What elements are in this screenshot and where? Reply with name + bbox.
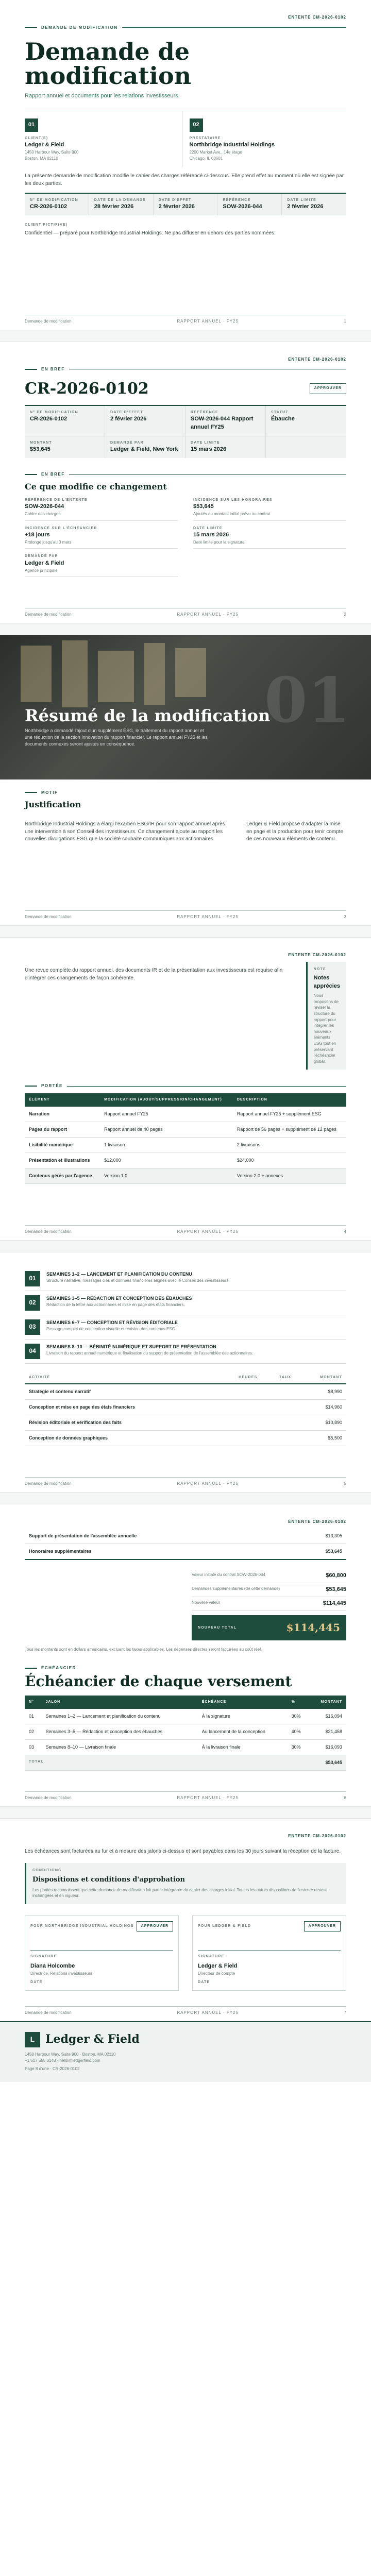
page-footer: Demande de modification RAPPORT ANNUEL · FY25 4 — [25, 1225, 346, 1240]
vendor-signature-block: POUR LEDGER & FIELD APPROUVER SIGNATURE Ledger & Field Directeur de compte DATE — [192, 1916, 346, 1991]
hero-text: Northbridge a demandé l'ajout d'un supplément ESG, le traitement du rapport annuel et une réduction de la section Innovation du rapport financier. Le rapport annuel FY25 et les documents connexes seront ajustés en conséquence. — [25, 728, 208, 747]
list-item: 02 SEMAINES 3–5 — RÉDACTION ET CONCEPTION DES ÉBAUCHES Rédaction de la lettre aux actionnaires et mise en page des états financiers. — [25, 1291, 346, 1315]
currency-note: Tous les montants sont en dollars américains, excluant les taxes applicables. Les dépenses directes seront facturées au coût réel. — [25, 1647, 262, 1652]
vendor-approve-button[interactable]: APPROUVER — [304, 1921, 341, 1931]
document-footer: L Ledger & Field 1450 Harbour Way, Suite 900 · Boston, MA 02110 +1 617 555 0148 · hello@ledgerfield.com Page 8 d'une · CR-2026-0102 — [0, 2021, 371, 2082]
scope-table: ÉLÉMENT MODIFICATION (AJOUT/SUPPRESSION/CHANGEMENT) DESCRIPTION Narration Rapport annuel FY25 Rapport annuel FY25 + supplément ESG Pages du rapport Rapport annuel de 40 pages Rapport de 56 pages + supplément de 12 pages Lisibilité numérique 1 livraison 2 livraisons Présentation et illustrations $12,000 $24,000 Contenus gérés par l'agence Version 1.0 Version 2.0 + annexes — [25, 1093, 346, 1184]
brand-logo: L — [25, 2032, 40, 2047]
brand-name: Ledger & Field — [45, 2032, 140, 2046]
vendor-number: 02 — [190, 118, 203, 132]
payment-terms-lead: Les échéances sont facturées au fur et à mesure des jalons ci-dessus et sont payables dans les 30 jours suivant la réception de la facture. — [25, 1849, 341, 1855]
page-footer: Demande de modification RAPPORT ANNUEL · FY25 2 — [25, 608, 346, 623]
meta-grid — [25, 193, 346, 215]
section-title: Ce que modifie ce changement — [25, 481, 167, 492]
payment-table: N° JALON ÉCHÉANCE % MONTANT 01 Semaines 1–2 — Lancement et planification du contenu À la signature 30% $16,094 02 Semaines 3–5 — Rédaction et conception des ébauches Au lancement de la conception 40% $21,458 03 Semaines 8–10 — Livraison finale À la livraison finale 30% $16,093 TOTAL $53,645 — [25, 1696, 346, 1771]
table-row: Révision éditoriale et vérification des faits $10,890 — [25, 1415, 346, 1431]
confidential-note: Confidentiel — préparé pour Northbridge Industrial Holdings. Ne pas diffuser en dehors des parties nommées. — [25, 230, 276, 236]
client-name: Ledger & Field — [25, 142, 64, 148]
table-row: Conception et mise en page des états financiers $14,960 — [25, 1400, 346, 1415]
vendor-party: 02 PRESTATAIRE Northbridge Industrial Holdings 2200 Market Ave., 14e étage Chicago, IL 60601 — [182, 111, 347, 167]
page2-eyebrow: EN BREF — [25, 366, 346, 372]
client-party: 01 CLIENT(E) Ledger & Field 1450 Harbour Way, Suite 900 Boston, MA 02110 — [25, 111, 182, 167]
meta-cell: DATE D'EFFET 2 février 2026 — [154, 194, 218, 215]
list-item: 01 SEMAINES 1–2 — LANCEMENT ET PLANIFICATION DU CONTENU Structure narrative, messages clés et données financières alignés avec le Conseil des investisseurs. — [25, 1267, 346, 1291]
grand-total: NOUVEAU TOTAL $114,445 — [192, 1615, 346, 1640]
table-row: Stratégie et contenu narratif $8,990 — [25, 1384, 346, 1400]
approve-button[interactable]: APPROUVER — [310, 383, 346, 394]
signature-line[interactable] — [198, 1935, 341, 1951]
hero-title: Résumé de la modification — [25, 705, 271, 725]
summary-grid: N° DE MODIFICATION CR-2026-0102 DATE D'EFFET 2 février 2026 RÉFÉRENCE SOW-2026-044 Rapport annuel FY25 STATUT Ébauche MONTANT $53,645 DEMANDÉ PAR Ledger & Field, New York DATE LIMITE 15 mars 2026 — [25, 405, 346, 458]
signature-line[interactable] — [30, 1935, 173, 1951]
page-3: 01 Résumé de la modification Northbridge a demandé l'ajout d'un supplément ESG, le traitement du rapport annuel et une réduction de la section Innovation du rapport financier. Le rapport annuel FY25 et les documents connexes seront ajustés en conséquence. MOTIF Justification Northbridge Industrial Holdings a élargi l'examen ESG/IR pour son rapport annuel après une intervention à son Conseil des investisseurs. Ce changement ajoute au rapport les nouvelles divulgations ESG que la société souhaite communiquer aux actionnaires. Ledger & Field propose d'adapter la mise en page et la production pour tenir compte de ces nouveaux éléments de contenu. Demande de modification RAPPORT ANNUEL · FY25 3 — [0, 635, 371, 925]
table-row: Honoraires supplémentaires $53,645 — [25, 1544, 346, 1560]
kv-item: INCIDENCE SUR LES HONORAIRES $53,645 Ajoutés au montant initial prévu au contrat — [193, 498, 346, 521]
list-item: 03 SEMAINES 6–7 — CONCEPTION ET RÉVISION ÉDITORIALE Passage complet de conception visuelle et révision des contenus ESG. — [25, 1315, 346, 1340]
schedule-title: Échéancier de chaque versement — [25, 1673, 292, 1690]
page-1 — [0, 0, 371, 330]
meta-cell: RÉFÉRENCE SOW-2026-044 — [217, 194, 282, 215]
page-footer: Demande de modification RAPPORT ANNUEL · FY25 5 — [25, 1477, 346, 1492]
change-code: CR-2026-0102 — [25, 379, 149, 398]
table-row: 02 Semaines 3–5 — Rédaction et conception des ébauches Au lancement de la conception 40% $21,458 — [25, 1724, 346, 1740]
justification-p2: Ledger & Field propose d'adapter la mise en page et la production pour tenir compte de ces nouveaux éléments de contenu. — [246, 821, 344, 842]
hero-image — [0, 635, 371, 779]
table-row: 01 Semaines 1–2 — Lancement et planification du contenu À la signature 30% $16,094 — [25, 1709, 346, 1724]
kv-item: DEMANDÉ PAR Ledger & Field Agence principale — [25, 554, 178, 577]
hero-number: 01 — [264, 664, 350, 737]
page-footer: Demande de modification RAPPORT ANNUEL · FY25 1 — [25, 315, 346, 330]
meta-cell: N° DE MODIFICATION CR-2026-0102 — [25, 194, 89, 215]
kv-item: RÉFÉRENCE DE L'ENTENTE SOW-2026-044 Cahier des charges — [25, 498, 178, 521]
parties — [25, 111, 346, 167]
document-subtitle: Rapport annuel et documents pour les relations investisseurs — [25, 93, 178, 99]
table-row: Présentation et illustrations $12,000 $24,000 — [25, 1153, 346, 1168]
notes-callout: NOTE Notes apprécies Nous proposons de réviser la structure du rapport pour intégrer les nouveaux éléments ESG tout en préservant l'échéancier global. — [306, 962, 346, 1070]
kv-item: INCIDENCE SUR L'ÉCHÉANCIER +18 jours Prolongé jusqu'au 3 mars — [25, 526, 178, 549]
page-7: ENTENTE CM-2026-0102 Les échéances sont facturées au fur et à mesure des jalons ci-dessus et sont payables dans les 30 jours suivant la réception de la facture. CONDITIONS Dispositions et conditions d'approbation Les parties reconnaissent que cette demande de modification fait partie intégrante du cahier des charges initial. Toutes les autres dispositions de l'entente restent inchangées et en vigueur. POUR NORTHBRIDGE INDUSTRIAL HOLDINGS APPROUVER SIGNATURE Diana Holcombe Directrice, Relations investisseurs DATE POUR LEDGER & FIELD APPROUVER SIGNATURE Ledger & Field Directeur de compte DATE Demande de modification RAPPORT ANNUEL · FY25 7 — [0, 1819, 371, 2021]
phase-list — [25, 1267, 346, 1364]
table-row: TOTAL $53,645 — [25, 1755, 346, 1771]
meta-cell: DATE DE LA DEMANDE 28 février 2026 — [89, 194, 154, 215]
page-footer: Demande de modification RAPPORT ANNUEL · FY25 6 — [25, 1791, 346, 1806]
client-approve-button[interactable]: APPROUVER — [137, 1921, 173, 1931]
doc-reference: ENTENTE CM-2026-0102 — [288, 15, 346, 20]
note-label: CLIENT FICTIF(VE) — [25, 223, 68, 227]
fees-table-cont — [25, 1529, 346, 1560]
terms-callout: CONDITIONS Dispositions et conditions d'approbation Les parties reconnaissent que cette demande de modification fait partie intégrante du cahier des charges initial. Toutes les autres dispositions de l'entente restent inchangées et en vigueur. — [25, 1863, 346, 1904]
list-item: 04 SEMAINES 8–10 — BÉBINITÉ NUMÉRIQUE ET SUPPORT DE PRÉSENTATION Livraison du rapport annuel numérique et finalisation du support de présentation de l'assemblée des actionnaires. — [25, 1340, 346, 1364]
table-row: Conception de données graphiques $5,500 — [25, 1431, 346, 1446]
document-title: Demande de modification — [25, 38, 192, 90]
scope-lead: Une revue complète du rapport annuel, des documents IR et de la présentation aux investisseurs est requise afin d'intégrer ces changements de façon cohérente. — [25, 968, 283, 981]
fees-table: ACTIVITÉ HEURES TAUX MONTANT Stratégie et contenu narratif $8,990 Conception et mise en page des états financiers $14,960 Révision éditoriale et vérification des faits $10,890 Conception de données graphiques $5,500 — [25, 1372, 346, 1446]
meta-cell: DATE LIMITE 2 février 2026 — [287, 198, 324, 210]
totals-summary: Valeur initiale du contrat SOW-2026-044 $60,800 Demandes supplémentaires (de cette demande) $53,645 Nouvelle valeur $114,445 NOUVEAU TOTAL $114,445 — [192, 1569, 346, 1640]
kv-item: DATE LIMITE 15 mars 2026 Date limite pour la signature — [193, 526, 346, 549]
table-row: Pages du rapport Rapport annuel de 40 pages Rapport de 56 pages + supplément de 12 pages — [25, 1122, 346, 1138]
page1-eyebrow: DEMANDE DE MODIFICATION — [25, 25, 346, 31]
table-row: Support de présentation de l'assemblée annuelle $13,305 — [25, 1529, 346, 1544]
page-footer: Demande de modification RAPPORT ANNUEL · FY25 3 — [25, 910, 346, 925]
table-row: Lisibilité numérique 1 livraison 2 livraisons — [25, 1138, 346, 1153]
justification-p1: Northbridge Industrial Holdings a élargi l'examen ESG/IR pour son rapport annuel après une intervention à son Conseil des investisseurs. Ce changement ajoute au rapport les nouvelles divulgations ESG que la société souhaite communiquer aux actionnaires. — [25, 821, 225, 842]
vendor-name: Northbridge Industrial Holdings — [189, 142, 275, 148]
client-number: 01 — [25, 118, 38, 132]
intro-text: La présente demande de modification modifie le cahier des charges référencé ci-dessous. Elle prend effet au moment où elle est signée par les deux parties. — [25, 173, 344, 187]
table-row: 03 Semaines 8–10 — Livraison finale À la livraison finale 30% $16,093 — [25, 1740, 346, 1755]
table-row: Contenus gérés par l'agence Version 1.0 Version 2.0 + annexes — [25, 1168, 346, 1184]
page-5 — [0, 1252, 371, 1492]
change-summary — [25, 498, 346, 577]
justification-title: Justification — [25, 800, 81, 810]
page-2: ENTENTE CM-2026-0102 EN BREF CR-2026-0102 APPROUVER N° DE MODIFICATION CR-2026-0102 DATE D'EFFET 2 février 2026 RÉFÉRENCE SOW-2026-044 Rapport annuel FY25 STATUT Ébauche MONTANT $53,645 DEMANDÉ PAR Ledger & Field, New York DATE LIMITE 15 mars 2026 EN BREF Ce que modifie ce changement RÉFÉRENCE DE L'ENTENTE SOW-2026-044 Cahier des charges INCIDENCE SUR LES HONORAIRES $53,645 Ajoutés au montant initial prévu au contrat INCIDENCE SUR L'ÉCHÉANCIER +18 jours Prolongé jusqu'au 3 mars DATE LIMITE 15 mars 2026 Date limite pour la signature DEMANDÉ PAR Ledger & Field Agence principale Demande de modification RAPPORT ANNUEL · FY25 2 — [0, 342, 371, 623]
page-4: ENTENTE CM-2026-0102 Une revue complète du rapport annuel, des documents IR et de la présentation aux investisseurs est requise afin d'intégrer ces changements de façon cohérente. NOTE Notes apprécies Nous proposons de réviser la structure du rapport pour intégrer les nouveaux éléments ESG tout en préservant l'échéancier global. PORTÉE ÉLÉMENT MODIFICATION (AJOUT/SUPPRESSION/CHANGEMENT) DESCRIPTION Narration Rapport annuel FY25 Rapport annuel FY25 + supplément ESG Pages du rapport Rapport annuel de 40 pages Rapport de 56 pages + supplément de 12 pages Lisibilité numérique 1 livraison 2 livraisons Présentation et illustrations $12,000 $24,000 Contenus gérés par l'agence Version 1.0 Version 2.0 + annexes Demande de modification RAPPORT ANNUEL · FY25 4 — [0, 938, 371, 1240]
table-row: Narration Rapport annuel FY25 Rapport annuel FY25 + supplément ESG — [25, 1107, 346, 1122]
page-6: ENTENTE CM-2026-0102 Support de présentation de l'assemblée annuelle $13,305 Honoraires supplémentaires $53,645 Valeur initiale du contrat SOW-2026-044 $60,800 Demandes supplémentaires (de cette demande) $53,645 Nouvelle valeur $114,445 NOUVEAU TOTAL $114,445 Tous les montants sont en dollars américains, excluant les taxes applicables. Les dépenses directes seront facturées au coût réel. ÉCHÉANCIER Échéancier de chaque versement N° JALON ÉCHÉANCE % MONTANT 01 Semaines 1–2 — Lancement et planification du contenu À la signature 30% $16,094 02 Semaines 3–5 — Rédaction et conception des ébauches Au lancement de la conception 40% $21,458 03 Semaines 8–10 — Livraison finale À la livraison finale 30% $16,093 TOTAL $53,645 Demande de modification RAPPORT ANNUEL · FY25 6 — [0, 1504, 371, 1806]
client-signature-block: POUR NORTHBRIDGE INDUSTRIAL HOLDINGS APPROUVER SIGNATURE Diana Holcombe Directrice, Relations investisseurs DATE — [25, 1916, 179, 1991]
page-footer: Demande de modification RAPPORT ANNUEL · FY25 7 — [25, 2006, 346, 2021]
